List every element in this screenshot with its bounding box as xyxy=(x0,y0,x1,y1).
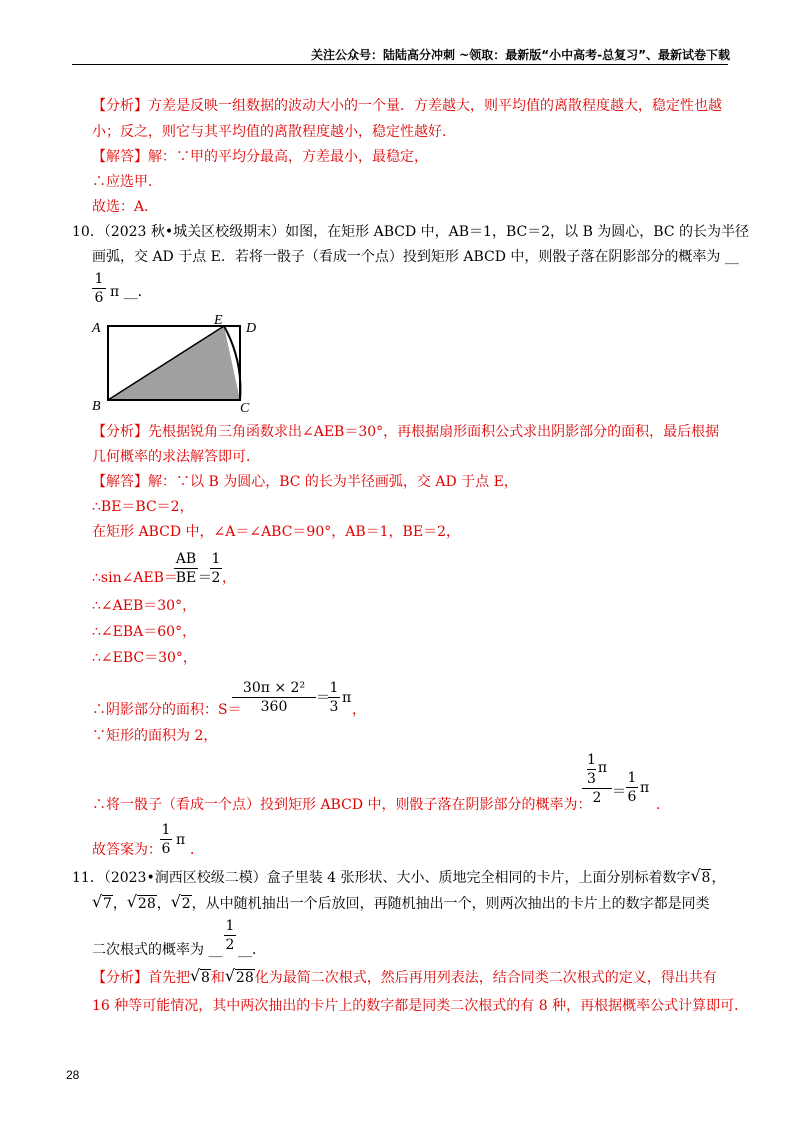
q11-blank-tail: __． xyxy=(238,942,266,958)
q10-step-10-frac: 1 3 π 2 xyxy=(582,752,612,806)
q10-step-4-frac: AB BE xyxy=(175,551,197,586)
q9-final: 故选：A． xyxy=(92,199,159,215)
label-a: A xyxy=(92,321,101,336)
q10-step-3: 在矩形 ABCD 中，∠A＝∠ABC＝90°，AB＝1，BE＝2， xyxy=(92,524,460,540)
q10-step-4: ∴sin∠AEB＝ xyxy=(92,570,178,586)
q10-step-8-frac2: 1 3 xyxy=(329,680,339,715)
label-c: C xyxy=(240,401,250,416)
q10-step-10-frac2: 1 6 xyxy=(627,770,637,805)
q10-answer: 【解答】解：∵以 B 为圆心，BC 的长为半径画弧，交 AD 于点 E， xyxy=(92,474,518,490)
q10-stem-1: 10．（2023 秋•城关区校级期末）如图，在矩形 ABCD 中，AB＝1，BC＝2，以 B 为圆心，BC 的长为半径 xyxy=(72,224,750,240)
q11-stem-1: 11．（2023•涧西区校级二模）盒子里装 4 张形状、大小、质地完全相同的卡片，上面分别标着数字√ 8， xyxy=(72,868,725,888)
q10-step-4-frac2: 1 2 xyxy=(211,551,221,586)
q10-step-7: ∴∠EBC＝30°， xyxy=(92,650,197,666)
q9-analysis: 【分析】方差是反映一组数据的波动大小的一个量．方差越大，则平均值的离散程度越大，稳定性也越 xyxy=(92,98,722,114)
q11-stem-3: 二次根式的概率为 __ xyxy=(92,942,223,958)
q10-step-8-frac: 30π × 2² 360 xyxy=(232,680,316,715)
q10-final-frac: 1 6 xyxy=(161,822,171,857)
q11-stem-2: √ 7，√ 28，√ 2，从中随机抽出一个后放回，再随机抽出一个，则两次抽出的卡片上的数字都是同类 xyxy=(92,894,710,914)
page-header: 关注公众号：陆陆高分冲刺 ~领取：最新版“小中高考-总复习”、最新试卷下载 xyxy=(311,48,730,62)
rectangle-figure xyxy=(86,312,266,416)
q11-analysis: 【分析】首先把√ 8和√ 28化为最简二次根式，然后再用列表法，结合同类二次根式的定义，得出共有 xyxy=(92,968,717,988)
q10-analysis: 【分析】先根据锐角三角函数求出∠AEB＝30°，再根据扇形面积公式求出阴影部分的面积，最后根据 xyxy=(92,424,720,440)
q11-blank-fraction: 1 2 xyxy=(225,918,235,953)
q10-step-2: ∴BE＝BC＝2， xyxy=(92,499,194,515)
label-e: E xyxy=(214,313,223,328)
q10-step-8: ∴阴影部分的面积：S＝ xyxy=(92,702,242,718)
q10-step-10: ∴将一骰子（看成一个点）投到矩形 ABCD 中，则骰子落在阴影部分的概率为： xyxy=(92,797,592,813)
header-rule xyxy=(72,64,728,65)
q10-blank-fraction: 1 6 xyxy=(92,271,106,306)
q9-analysis-cont: 小；反之，则它与其平均值的离散程度越小，稳定性越好． xyxy=(92,124,456,140)
label-b: B xyxy=(92,399,101,414)
q10-step-5: ∴∠AEB＝30°， xyxy=(92,598,197,614)
q9-answer-2: ∴应选甲． xyxy=(92,174,162,190)
q11-analysis-cont: 16 种等可能情况，其中两次抽出的卡片上的数字都是同类二次根式的有 8 种，再根据概率公式计算即可． xyxy=(92,998,749,1014)
q10-step-6: ∴∠EBA＝60°， xyxy=(92,624,197,640)
q10-final: 故答案为： xyxy=(92,842,162,858)
q10-analysis-cont: 几何概率的求法解答即可． xyxy=(92,449,260,465)
label-d: D xyxy=(246,321,257,336)
q10-stem-2: 画弧，交 AD 于点 E．若将一骰子（看成一个点）投到矩形 ABCD 中，则骰子落在阴影部分的概率为 __ xyxy=(92,249,739,265)
page-number: 28 xyxy=(66,1068,80,1082)
q9-answer: 【解答】解：∵甲的平均分最高，方差最小，最稳定， xyxy=(92,149,428,165)
q10-blank-tail: π __． xyxy=(110,284,152,300)
q10-step-9: ∵矩形的面积为 2， xyxy=(92,728,218,744)
